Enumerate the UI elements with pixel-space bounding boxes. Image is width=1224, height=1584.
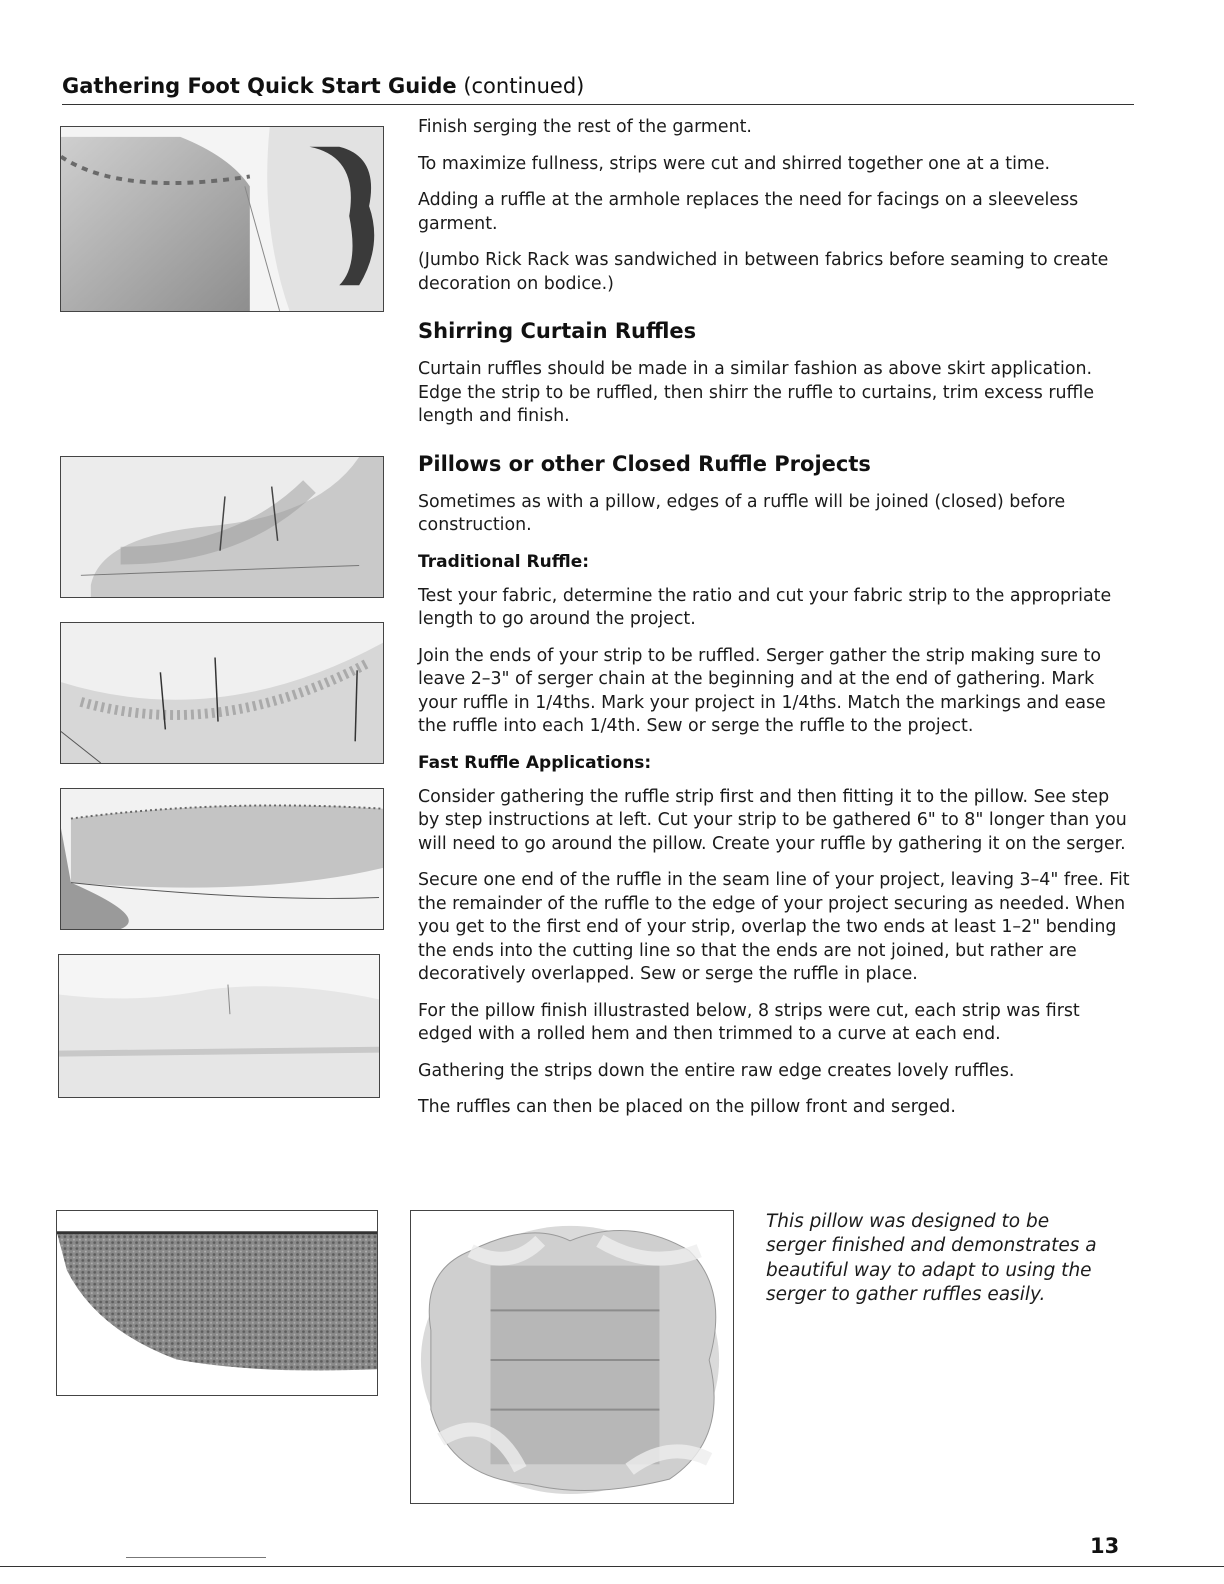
main-column — [418, 116, 1134, 1133]
page-header — [62, 72, 1134, 100]
fast-p5: The ruffles can then be placed on the pillow front and serged. — [418, 1097, 956, 1117]
footer-short-rule — [126, 1557, 266, 1558]
heading-fast-ruffle: Fast Ruffle Applications: — [418, 752, 652, 773]
heading-curtain-ruffles: Shirring Curtain Ruffles — [418, 319, 697, 343]
fast-p3: For the pillow finish illustrasted below, 8 strips were cut, each strip was first edged with a rolled hem and then trimmed to a curve at each end. — [418, 1000, 1080, 1044]
fast-p4: Gathering the strips down the entire raw edge creates lovely ruffles. — [418, 1060, 1015, 1081]
header-title: Gathering Foot Quick Start Guide — [62, 74, 457, 98]
header-rule — [62, 104, 1134, 105]
intro-p4: (Jumbo Rick Rack was sandwiched in between fabrics before seaming to create decoration on bodice.) — [418, 250, 1109, 294]
intro-p1: Finish serging the rest of the garment. — [418, 117, 752, 137]
traditional-p2: Join the ends of your strip to be ruffled. Serger gather the strip making sure to leave 2–3" of serger chain at the beginning and at the end of gathering. Mark your ruffle in 1/4ths. Mark your project in 1/4ths. Match the markings and ease the ruffle into each 1/4th. Sew or serge the ruffle to the project. — [418, 645, 1106, 736]
heading-traditional-ruffle: Traditional Ruffle: — [418, 551, 590, 572]
curtain-p1: Curtain ruffles should be made in a similar fashion as above skirt application. Edge the strip to be ruffled, then shirr the ruffle to curtains, trim excess ruffle length and finish. — [418, 359, 1095, 426]
photo-pale-fabric — [58, 954, 380, 1098]
photo-fabric-strip — [60, 788, 384, 930]
pillow-caption: This pillow was designed to be serger finished and demonstrates a beautiful way to adapt to using the serger to gather ruffles easily. — [766, 1211, 1097, 1305]
photo-bodice-rickrack — [60, 126, 384, 312]
fast-p1: Consider gathering the ruffle strip first and then fitting it to the pillow. See step by step instructions at left. Cut your strip to be gathered 6" to 8" longer than you will need to go around the pillow. Create your ruffle by gathering it on the serger. — [418, 786, 1127, 854]
traditional-p1: Test your fabric, determine the ratio and cut your fabric strip to the appropriate length to go around the project. — [418, 585, 1112, 629]
photo-finished-pillow — [410, 1210, 734, 1504]
header-continued: (continued) — [463, 74, 585, 98]
photo-ruffle-pins — [60, 622, 384, 764]
photo-ruffle-curve — [60, 456, 384, 598]
page-number: 13 — [1090, 1534, 1120, 1558]
heading-pillows: Pillows or other Closed Ruffle Projects — [418, 451, 871, 476]
footer-rule — [0, 1566, 1224, 1567]
photo-textured-hem — [56, 1210, 378, 1396]
pillows-p1: Sometimes as with a pillow, edges of a ruffle will be joined (closed) before construction. — [418, 491, 1066, 535]
fast-p2: Secure one end of the ruffle in the seam line of your project, leaving 3–4" free. Fit the remainder of the ruffle to the edge of your project securing as needed. When you get to the first end of your strip, overlap the two ends at least 1–2" bending the ends into the cutting line so that the ends are not joined, but rather are decoratively overlapped. Sew or serge the ruffle in place. — [418, 870, 1130, 984]
intro-p3: Adding a ruffle at the armhole replaces the need for facings on a sleeveless garment. — [418, 190, 1079, 234]
intro-p2: To maximize fullness, strips were cut and shirred together one at a time. — [418, 153, 1051, 174]
